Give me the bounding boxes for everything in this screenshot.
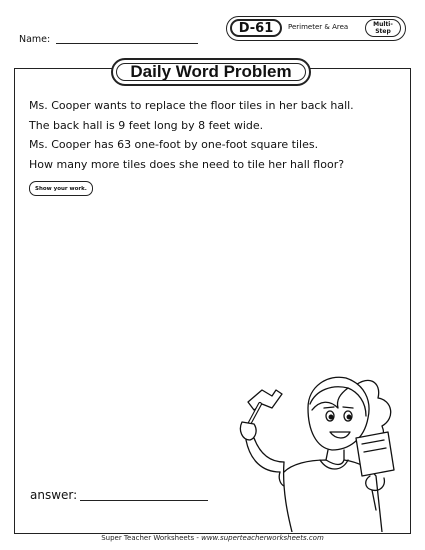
- problem-line-4: How many more tiles does she need to tile her hall floor?: [29, 157, 345, 171]
- topic-label: Perimeter & Area: [288, 23, 349, 31]
- show-work-badge: Show your work.: [29, 181, 93, 196]
- page-title: Daily Word Problem: [111, 58, 311, 86]
- name-line: [56, 43, 198, 44]
- problem-line-2: The back hall is 9 feet long by 8 feet wide.: [29, 118, 264, 132]
- multi-step-line1: Multi-: [373, 21, 393, 28]
- footer-url[interactable]: www.superteacherworksheets.com: [201, 534, 324, 542]
- floor-tile-icon: [356, 432, 394, 476]
- girl-with-hammer-illustration: [232, 360, 410, 532]
- problem-line-3: Ms. Cooper has 63 one-foot by one-foot square tiles.: [29, 138, 319, 151]
- header-badge: [226, 16, 406, 41]
- footer-prefix: Super Teacher Worksheets -: [101, 534, 202, 542]
- name-label: Name:: [19, 34, 51, 45]
- multi-step-tag: [365, 19, 401, 37]
- footer-credit: [0, 534, 425, 542]
- answer-label: answer:: [30, 488, 78, 502]
- multi-step-line2: Step: [375, 28, 391, 35]
- problem-line-1: Ms. Cooper wants to replace the floor tiles in her back hall.: [29, 99, 354, 112]
- worksheet-code: D-61: [230, 19, 282, 37]
- problem-text: [29, 96, 409, 174]
- answer-line[interactable]: [80, 500, 208, 501]
